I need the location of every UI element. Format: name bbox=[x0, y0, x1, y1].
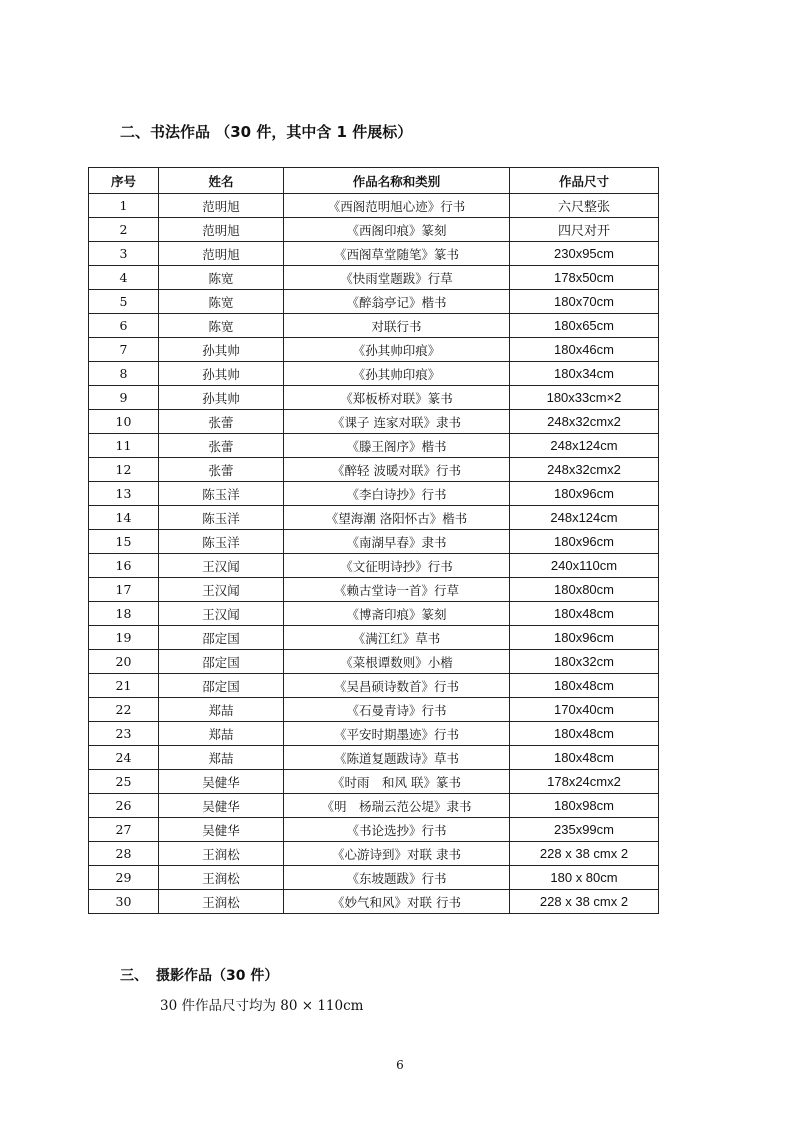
cell-number: 23 bbox=[89, 722, 159, 746]
cell-number: 19 bbox=[89, 626, 159, 650]
cell-size: 六尺整张 bbox=[510, 194, 659, 218]
cell-title: 《博斋印痕》篆刻 bbox=[284, 602, 510, 626]
cell-number: 16 bbox=[89, 554, 159, 578]
cell-number: 5 bbox=[89, 290, 159, 314]
cell-title: 《书论选抄》行书 bbox=[284, 818, 510, 842]
cell-size: 180x46cm bbox=[510, 338, 659, 362]
cell-name: 吴健华 bbox=[159, 818, 284, 842]
cell-number: 22 bbox=[89, 698, 159, 722]
cell-size: 248x32cmx2 bbox=[510, 458, 659, 482]
cell-title: 《东坡题跋》行书 bbox=[284, 866, 510, 890]
cell-size: 235x99cm bbox=[510, 818, 659, 842]
cell-name: 王汉闻 bbox=[159, 602, 284, 626]
cell-size: 180x98cm bbox=[510, 794, 659, 818]
cell-title: 《滕王阁序》楷书 bbox=[284, 434, 510, 458]
section-number: 三、 bbox=[120, 968, 148, 984]
cell-title: 《菜根谭数则》小楷 bbox=[284, 650, 510, 674]
cell-name: 孙其帅 bbox=[159, 362, 284, 386]
table-row bbox=[89, 674, 659, 698]
cell-size: 230x95cm bbox=[510, 242, 659, 266]
cell-name: 孙其帅 bbox=[159, 386, 284, 410]
cell-title: 《课子 连家对联》隶书 bbox=[284, 410, 510, 434]
cell-size: 180x96cm bbox=[510, 626, 659, 650]
table-row bbox=[89, 842, 659, 866]
cell-number: 7 bbox=[89, 338, 159, 362]
cell-title: 《石曼青诗》行书 bbox=[284, 698, 510, 722]
table-row bbox=[89, 194, 659, 218]
table-row bbox=[89, 386, 659, 410]
cell-number: 15 bbox=[89, 530, 159, 554]
cell-title: 《南湖早春》隶书 bbox=[284, 530, 510, 554]
cell-size: 180x48cm bbox=[510, 674, 659, 698]
cell-number: 27 bbox=[89, 818, 159, 842]
cell-number: 25 bbox=[89, 770, 159, 794]
cell-number: 17 bbox=[89, 578, 159, 602]
cell-number: 26 bbox=[89, 794, 159, 818]
cell-title: 《快雨堂题跋》行草 bbox=[284, 266, 510, 290]
cell-title: 《满江红》草书 bbox=[284, 626, 510, 650]
cell-title: 对联行书 bbox=[284, 314, 510, 338]
cell-name: 吴健华 bbox=[159, 794, 284, 818]
cell-name: 范明旭 bbox=[159, 242, 284, 266]
cell-name: 陈玉洋 bbox=[159, 482, 284, 506]
cell-size: 180x48cm bbox=[510, 722, 659, 746]
table-row bbox=[89, 746, 659, 770]
cell-name: 范明旭 bbox=[159, 218, 284, 242]
table-row bbox=[89, 602, 659, 626]
cell-number: 2 bbox=[89, 218, 159, 242]
cell-number: 29 bbox=[89, 866, 159, 890]
cell-name: 陈玉洋 bbox=[159, 506, 284, 530]
table-row bbox=[89, 338, 659, 362]
cell-title: 《孙其帅印痕》 bbox=[284, 362, 510, 386]
table-row bbox=[89, 794, 659, 818]
cell-title: 《西阁印痕》篆刻 bbox=[284, 218, 510, 242]
cell-size: 178x24cmx2 bbox=[510, 770, 659, 794]
cell-number: 8 bbox=[89, 362, 159, 386]
cell-name: 王润松 bbox=[159, 842, 284, 866]
cell-title: 《时雨 和风 联》篆书 bbox=[284, 770, 510, 794]
cell-name: 陈宽 bbox=[159, 290, 284, 314]
cell-size: 180x48cm bbox=[510, 746, 659, 770]
table-body bbox=[89, 194, 659, 914]
cell-name: 邵定国 bbox=[159, 626, 284, 650]
calligraphy-works-table bbox=[88, 167, 659, 914]
table-header-row bbox=[89, 168, 659, 194]
cell-name: 王润松 bbox=[159, 890, 284, 914]
cell-name: 王汉闻 bbox=[159, 554, 284, 578]
cell-size: 180 x 80cm bbox=[510, 866, 659, 890]
cell-size: 180x96cm bbox=[510, 530, 659, 554]
cell-title: 《望海潮 洛阳怀古》楷书 bbox=[284, 506, 510, 530]
cell-size: 180x80cm bbox=[510, 578, 659, 602]
cell-title: 《文征明诗抄》行书 bbox=[284, 554, 510, 578]
cell-size: 240x110cm bbox=[510, 554, 659, 578]
table-row bbox=[89, 218, 659, 242]
cell-size: 180x33cm×2 bbox=[510, 386, 659, 410]
cell-title: 《醉轻 波暖对联》行书 bbox=[284, 458, 510, 482]
cell-number: 1 bbox=[89, 194, 159, 218]
cell-number: 18 bbox=[89, 602, 159, 626]
column-header-number: 序号 bbox=[89, 168, 159, 194]
table-row bbox=[89, 242, 659, 266]
cell-size: 180x34cm bbox=[510, 362, 659, 386]
table-row bbox=[89, 482, 659, 506]
cell-number: 13 bbox=[89, 482, 159, 506]
cell-size: 180x48cm bbox=[510, 602, 659, 626]
cell-title: 《妙气和风》对联 行书 bbox=[284, 890, 510, 914]
photography-size-note: 30 件作品尺寸均为 80 × 110cm bbox=[160, 998, 364, 1014]
cell-name: 陈宽 bbox=[159, 314, 284, 338]
table-row bbox=[89, 530, 659, 554]
table-row bbox=[89, 890, 659, 914]
cell-name: 张蕾 bbox=[159, 410, 284, 434]
cell-size: 248x124cm bbox=[510, 506, 659, 530]
column-header-name: 姓名 bbox=[159, 168, 284, 194]
column-header-size: 作品尺寸 bbox=[510, 168, 659, 194]
cell-size: 178x50cm bbox=[510, 266, 659, 290]
table-row bbox=[89, 866, 659, 890]
cell-size: 248x124cm bbox=[510, 434, 659, 458]
cell-size: 180x32cm bbox=[510, 650, 659, 674]
table-row bbox=[89, 506, 659, 530]
table-row bbox=[89, 314, 659, 338]
table-row bbox=[89, 578, 659, 602]
table-row bbox=[89, 434, 659, 458]
page-number: 6 bbox=[396, 1058, 404, 1072]
cell-title: 《西阁范明旭心迹》行书 bbox=[284, 194, 510, 218]
cell-name: 张蕾 bbox=[159, 434, 284, 458]
cell-number: 12 bbox=[89, 458, 159, 482]
cell-name: 吴健华 bbox=[159, 770, 284, 794]
cell-size: 248x32cmx2 bbox=[510, 410, 659, 434]
section-title: 摄影作品（30 件） bbox=[156, 968, 279, 984]
cell-size: 170x40cm bbox=[510, 698, 659, 722]
cell-number: 30 bbox=[89, 890, 159, 914]
cell-number: 4 bbox=[89, 266, 159, 290]
cell-title: 《孙其帅印痕》 bbox=[284, 338, 510, 362]
cell-size: 四尺对开 bbox=[510, 218, 659, 242]
cell-number: 10 bbox=[89, 410, 159, 434]
table-row bbox=[89, 458, 659, 482]
section-heading-calligraphy: 二、书法作品 （30 件，其中含 1 件展标） bbox=[120, 123, 413, 141]
cell-name: 郑喆 bbox=[159, 722, 284, 746]
table-row bbox=[89, 266, 659, 290]
cell-name: 王汉闻 bbox=[159, 578, 284, 602]
table-row bbox=[89, 410, 659, 434]
cell-number: 6 bbox=[89, 314, 159, 338]
table-row bbox=[89, 554, 659, 578]
cell-name: 邵定国 bbox=[159, 674, 284, 698]
cell-name: 王润松 bbox=[159, 866, 284, 890]
cell-name: 陈宽 bbox=[159, 266, 284, 290]
cell-name: 邵定国 bbox=[159, 650, 284, 674]
cell-name: 范明旭 bbox=[159, 194, 284, 218]
cell-number: 28 bbox=[89, 842, 159, 866]
cell-name: 陈玉洋 bbox=[159, 530, 284, 554]
table-row bbox=[89, 362, 659, 386]
column-header-title: 作品名称和类别 bbox=[284, 168, 510, 194]
table-row bbox=[89, 290, 659, 314]
section-heading-photography bbox=[120, 965, 278, 985]
table-row bbox=[89, 698, 659, 722]
cell-title: 《明 杨瑞云范公堤》隶书 bbox=[284, 794, 510, 818]
cell-number: 21 bbox=[89, 674, 159, 698]
cell-title: 《陈道复题跋诗》草书 bbox=[284, 746, 510, 770]
cell-title: 《赖古堂诗一首》行草 bbox=[284, 578, 510, 602]
cell-size: 228 x 38 cmx 2 bbox=[510, 842, 659, 866]
table-row bbox=[89, 650, 659, 674]
cell-name: 孙其帅 bbox=[159, 338, 284, 362]
cell-title: 《醉翁亭记》楷书 bbox=[284, 290, 510, 314]
cell-title: 《郑板桥对联》篆书 bbox=[284, 386, 510, 410]
cell-number: 3 bbox=[89, 242, 159, 266]
cell-title: 《吴昌硕诗数首》行书 bbox=[284, 674, 510, 698]
cell-size: 180x96cm bbox=[510, 482, 659, 506]
cell-size: 180x65cm bbox=[510, 314, 659, 338]
cell-number: 20 bbox=[89, 650, 159, 674]
cell-title: 《心游诗到》对联 隶书 bbox=[284, 842, 510, 866]
table-row bbox=[89, 818, 659, 842]
cell-number: 14 bbox=[89, 506, 159, 530]
cell-number: 24 bbox=[89, 746, 159, 770]
cell-size: 180x70cm bbox=[510, 290, 659, 314]
cell-number: 11 bbox=[89, 434, 159, 458]
table-row bbox=[89, 722, 659, 746]
cell-number: 9 bbox=[89, 386, 159, 410]
cell-title: 《西阁草堂随笔》篆书 bbox=[284, 242, 510, 266]
table-row bbox=[89, 626, 659, 650]
cell-name: 张蕾 bbox=[159, 458, 284, 482]
cell-title: 《平安时期墨迹》行书 bbox=[284, 722, 510, 746]
table-row bbox=[89, 770, 659, 794]
cell-size: 228 x 38 cmx 2 bbox=[510, 890, 659, 914]
cell-name: 郑喆 bbox=[159, 746, 284, 770]
cell-name: 郑喆 bbox=[159, 698, 284, 722]
cell-title: 《李白诗抄》行书 bbox=[284, 482, 510, 506]
